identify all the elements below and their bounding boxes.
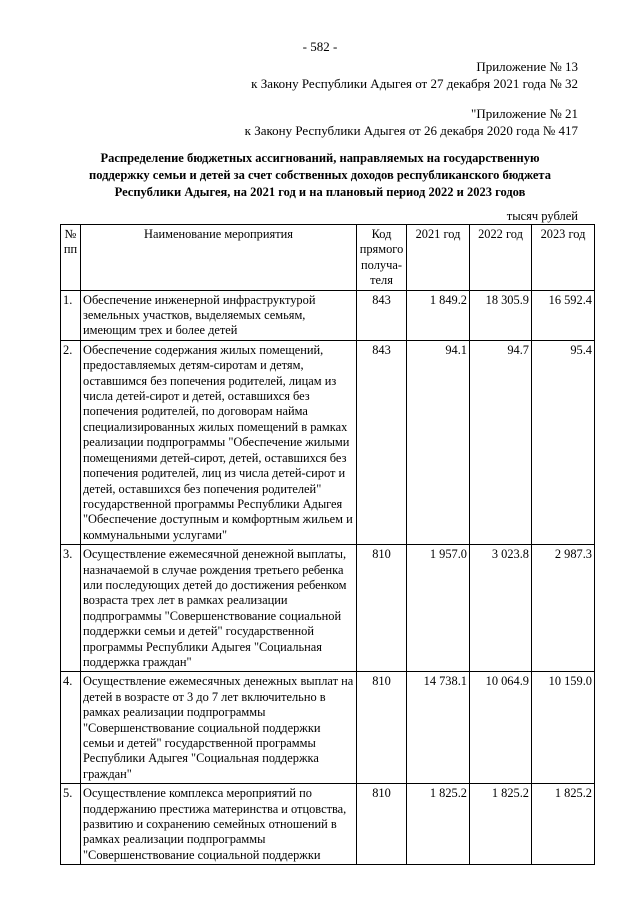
table-row	[61, 672, 595, 784]
row-number: 3.	[61, 545, 81, 672]
table-row	[61, 545, 595, 672]
header-name: Наименование мероприятия	[81, 225, 357, 291]
annex-block-current	[251, 58, 578, 92]
row-code: 810	[357, 545, 407, 672]
title-line-3: Республики Адыгея, на 2021 год и на плановый период 2022 и 2023 годов	[114, 185, 526, 199]
row-code: 843	[357, 290, 407, 340]
row-name: Обеспечение содержания жилых помещений, предоставляемых детям-сиротам и детям, оставшимся без попечения родителей, лицам из числа детей-сирот и детей, оставшихся без попечения родителей, по договорам найма специализированных жилых помещений в рамках реализации подпрограммы "Обеспечение жилыми помещениями детей-сирот, детей, оставшихся без попечения родителей, лиц из числа детей-сирот и детей, оставшихся без попечения родителей" государственной программы Республики Адыгея "Обеспечение доступным и комфортным жильем и коммунальными услугами"	[81, 340, 357, 544]
annex-number: Приложение № 13	[476, 59, 578, 74]
row-2022: 18 305.9	[470, 290, 532, 340]
table-row	[61, 784, 595, 865]
header-number: № пп	[61, 225, 81, 291]
row-2022: 1 825.2	[470, 784, 532, 865]
row-2021: 1 825.2	[407, 784, 470, 865]
document-title	[70, 150, 570, 201]
row-2023: 95.4	[532, 340, 595, 544]
table-row	[61, 290, 595, 340]
row-2022: 10 064.9	[470, 672, 532, 784]
row-name: Обеспечение инженерной инфраструктурой земельных участков, выделяемых семьям, имеющим трех и более детей	[81, 290, 357, 340]
table-row	[61, 340, 595, 544]
row-2023: 16 592.4	[532, 290, 595, 340]
header-code: Код прямого получа-теля	[357, 225, 407, 291]
header-2021: 2021 год	[407, 225, 470, 291]
row-code: 810	[357, 672, 407, 784]
row-number: 1.	[61, 290, 81, 340]
allocation-table	[60, 224, 595, 865]
table-header-row	[61, 225, 595, 291]
amended-law-reference: к Закону Республики Адыгея от 26 декабря 2020 года № 417	[244, 123, 578, 138]
row-name: Осуществление комплекса мероприятий по поддержанию престижа материнства и отцовства, развитию и сохранению семейных отношений в рамках реализации подпрограммы "Совершенствование социальной поддержки	[81, 784, 357, 865]
amended-annex-number: "Приложение № 21	[471, 106, 578, 121]
row-name: Осуществление ежемесячных денежных выплат на детей в возрасте от 3 до 7 лет включительно в рамках реализации подпрограммы "Совершенствование социальной поддержки семьи и детей" государственной программы Республики Адыгея "Социальная поддержка граждан"	[81, 672, 357, 784]
row-2022: 94.7	[470, 340, 532, 544]
header-2023: 2023 год	[532, 225, 595, 291]
row-number: 4.	[61, 672, 81, 784]
row-name: Осуществление ежемесячной денежной выплаты, назначаемой в случае рождения третьего ребенка или последующих детей до достижения ребенком возраста трех лет в рамках реализации подпрограммы "Совершенствование социальной поддержки семьи и детей" государственной программы Республики Адыгея "Социальная поддержка граждан"	[81, 545, 357, 672]
page-number: - 582 -	[302, 39, 338, 54]
annex-block-amended	[245, 105, 578, 139]
row-2022: 3 023.8	[470, 545, 532, 672]
row-2021: 1 849.2	[407, 290, 470, 340]
row-2021: 14 738.1	[407, 672, 470, 784]
row-2021: 94.1	[407, 340, 470, 544]
row-number: 5.	[61, 784, 81, 865]
row-2023: 10 159.0	[532, 672, 595, 784]
title-line-1: Распределение бюджетных ассигнований, направляемых на государственную	[100, 151, 540, 165]
row-code: 843	[357, 340, 407, 544]
row-2023: 1 825.2	[532, 784, 595, 865]
row-number: 2.	[61, 340, 81, 544]
units-label: тысяч рублей	[506, 209, 578, 223]
annex-law-reference: к Закону Республики Адыгея от 27 декабря 2021 года № 32	[251, 76, 578, 91]
row-code: 810	[357, 784, 407, 865]
row-2023: 2 987.3	[532, 545, 595, 672]
title-line-2: поддержку семьи и детей за счет собственных доходов республиканского бюджета	[89, 168, 551, 182]
row-2021: 1 957.0	[407, 545, 470, 672]
header-2022: 2022 год	[470, 225, 532, 291]
